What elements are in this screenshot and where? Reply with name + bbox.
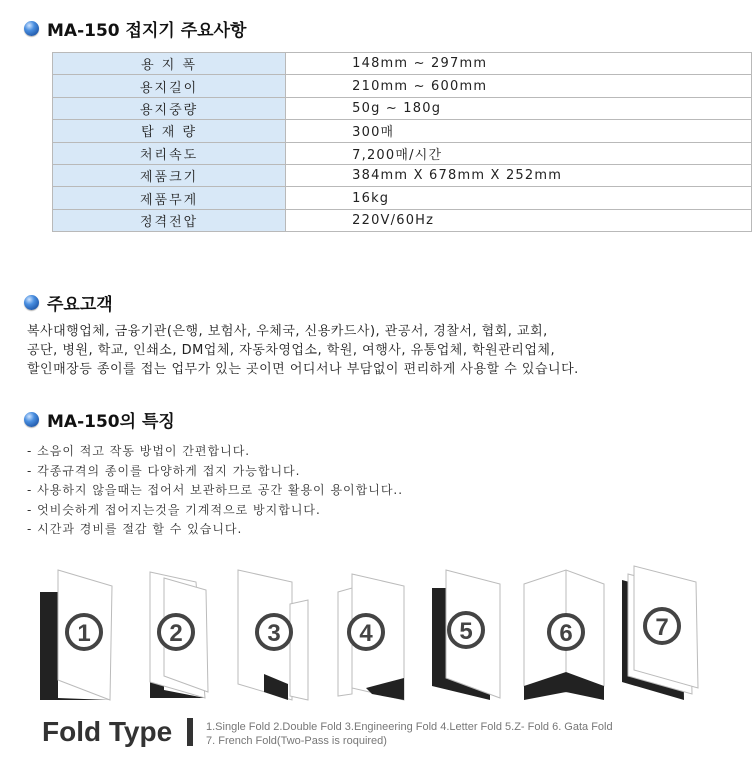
table-row [53,97,752,119]
table-row [53,209,752,231]
fold-number: 5 [459,618,473,645]
fold-5-illustration [432,570,500,700]
fold-number: 6 [559,620,573,647]
list-item: - 사용하지 않을때는 접어서 보관하므로 공간 활용이 용이합니다.. [27,483,404,497]
customers-line: 복사대행업체, 금융기관(은행, 보험사, 우체국, 신용카드사), 관공서, 경찰서, 협회, 교회, [27,324,548,339]
spec-label: 용 지 폭 [53,53,286,75]
customers-line: 공단, 병원, 학교, 인쇄소, DM업체, 자동차영업소, 학원, 여행사, 유통업체, 학원관리업체, [27,343,556,358]
spec-value: 16kg [286,187,752,209]
table-row [53,187,752,209]
spec-label: 제품무게 [53,187,286,209]
fold-3-illustration [238,570,308,700]
spec-value: 220V/60Hz [286,209,752,231]
spec-title: MA-150 접지기 주요사항 [47,21,247,41]
fold-4-illustration [338,574,404,700]
list-item: - 시간과 경비를 절감 할 수 있습니다. [27,522,243,536]
spec-label: 정격전압 [53,209,286,231]
spec-value: 7,200매/시간 [286,142,752,164]
table-row [53,120,752,142]
fold-1-illustration [40,570,112,700]
customers-line: 할인매장등 종이를 접는 업무가 있는 곳이면 어디서나 부담없이 편리하게 사용할 수 있습니다. [27,362,579,377]
list-item: - 각종규격의 종이를 다양하게 접지 가능합니다. [27,463,301,478]
features-heading [24,407,175,432]
spec-label: 제품크기 [53,164,286,186]
fold-illustrations [0,560,752,705]
fold-type-title: Fold Type [42,716,173,747]
customers-title: 주요고객 [47,295,113,315]
globe-bullet-icon [24,21,39,36]
list-item: - 엇비슷하게 접어지는것을 기계적으로 방지합니다. [27,502,321,517]
customers-paragraph [27,322,747,379]
fold-desc-line: 1.Single Fold 2.Double Fold 3.Engineering Fold 4.Letter Fold 5.Z- Fold 6. Gata Fold [206,721,613,733]
fold-6-illustration [524,570,604,700]
spec-value: 300매 [286,120,752,142]
fold-number: 1 [77,620,91,647]
table-row [53,164,752,186]
fold-2-illustration [150,572,208,698]
fold-number: 3 [267,620,281,647]
table-row [53,75,752,97]
spec-value: 384mm X 678mm X 252mm [286,164,752,186]
spec-label: 용지중량 [53,97,286,119]
spec-value: 50g ~ 180g [286,97,752,119]
spec-table [52,52,752,232]
globe-bullet-icon [24,295,39,310]
features-title: MA-150의 특징 [47,412,175,432]
fold-type-divider [187,718,193,746]
list-item: - 소음이 적고 작동 방법이 간편합니다. [27,444,251,458]
fold-7-illustration [622,566,698,700]
fold-number: 4 [359,620,373,647]
customers-heading [24,290,113,315]
spec-heading [24,16,246,41]
spec-value: 210mm ~ 600mm [286,75,752,97]
spec-value: 148mm ~ 297mm [286,53,752,75]
fold-number: 7 [655,614,669,641]
spec-label: 용지길이 [53,75,286,97]
table-row [53,53,752,75]
fold-desc-line: 7. French Fold(Two-Pass is roquired) [206,735,387,747]
spec-label: 탑 재 량 [53,120,286,142]
fold-type-description [206,720,613,748]
spec-label: 처리속도 [53,142,286,164]
globe-bullet-icon [24,412,39,427]
fold-number: 2 [169,620,183,647]
table-row [53,142,752,164]
features-list [27,442,403,540]
